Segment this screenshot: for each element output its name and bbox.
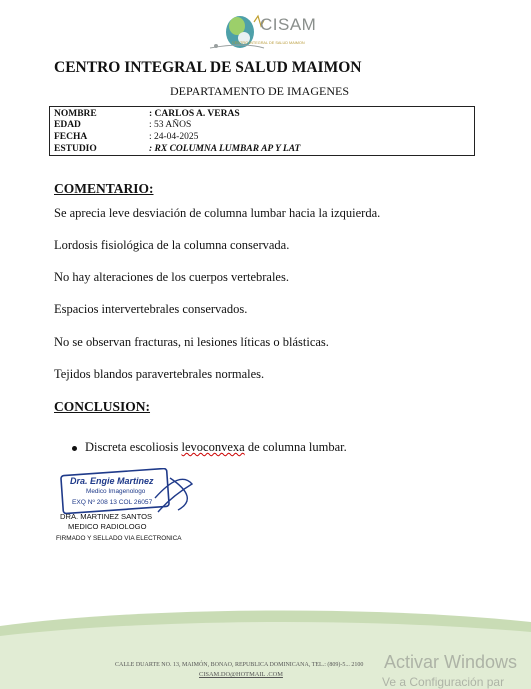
study-value: : RX COLUMNA LUMBAR AP Y LAT (149, 144, 301, 154)
age-value: : 53 AÑOS (149, 120, 192, 130)
date-label: FECHA (54, 132, 88, 142)
logo-subtext: CENTRO INTEGRAL DE SALUD MAIMON (232, 41, 305, 45)
comment-line: No hay alteraciones de los cuerpos vertebrales. (54, 270, 289, 284)
department-label: DEPARTAMENTO DE IMAGENES (170, 84, 349, 98)
comment-line: Se aprecia leve desviación de columna lumbar hacia la izquierda. (54, 206, 381, 220)
name-value: : CARLOS A. VERAS (149, 109, 240, 119)
conclusion-item (85, 440, 347, 455)
comment-heading: COMENTARIO: (54, 181, 154, 196)
patient-info-box (49, 106, 475, 156)
signature-name: DRA. MARTINEZ SANTOS (60, 512, 153, 521)
signature-note: FIRMADO Y SELLADO VIA ELECTRONICA (56, 535, 182, 542)
comment-line: No se observan fracturas, ni lesiones líticas o blásticas. (54, 335, 329, 349)
signature-title: MEDICO RADIOLOGO (68, 522, 147, 531)
comment-line: Espacios intervertebrales conservados. (54, 302, 248, 316)
stamp-doctor-name: Dra. Engie Martinez (70, 476, 154, 486)
document-title: CENTRO INTEGRAL DE SALUD MAIMON (54, 59, 362, 76)
stamp-specialty: Medico Imagenologo (86, 488, 146, 495)
comment-line: Tejidos blandos paravertebrales normales. (54, 367, 265, 381)
name-label: NOMBRE (54, 109, 97, 119)
logo-text: CISAM (260, 15, 317, 34)
spellcheck-flagged-word: levoconvexa (181, 440, 245, 454)
activation-watermark: Activar Windows (384, 652, 518, 672)
conclusion-text-end: de columna lumbar. (244, 440, 347, 454)
stamp-license: EXQ Nº 208 13 COL 26057 (72, 499, 153, 506)
footer-address: CALLE DUARTE NO. 13, MAIMÓN, BONAO, REPUBLICA DOMINICANA, TEL.: (809)-5... 2100 (115, 662, 364, 668)
study-label: ESTUDIO (54, 144, 97, 154)
bullet-icon (72, 446, 77, 451)
doctor-stamp (60, 468, 210, 516)
date-value: : 24-04-2025 (149, 132, 199, 142)
activation-watermark-sub: Ve a Configuración par (382, 675, 505, 689)
conclusion-heading: CONCLUSION: (54, 399, 151, 414)
age-label: EDAD (54, 120, 81, 130)
comment-line: Lordosis fisiológica de la columna conservada. (54, 238, 290, 252)
footer-email[interactable]: CISAM.DO@HOTMAIL .COM (199, 671, 283, 678)
conclusion-text-start: Discreta escoliosis (85, 440, 182, 454)
